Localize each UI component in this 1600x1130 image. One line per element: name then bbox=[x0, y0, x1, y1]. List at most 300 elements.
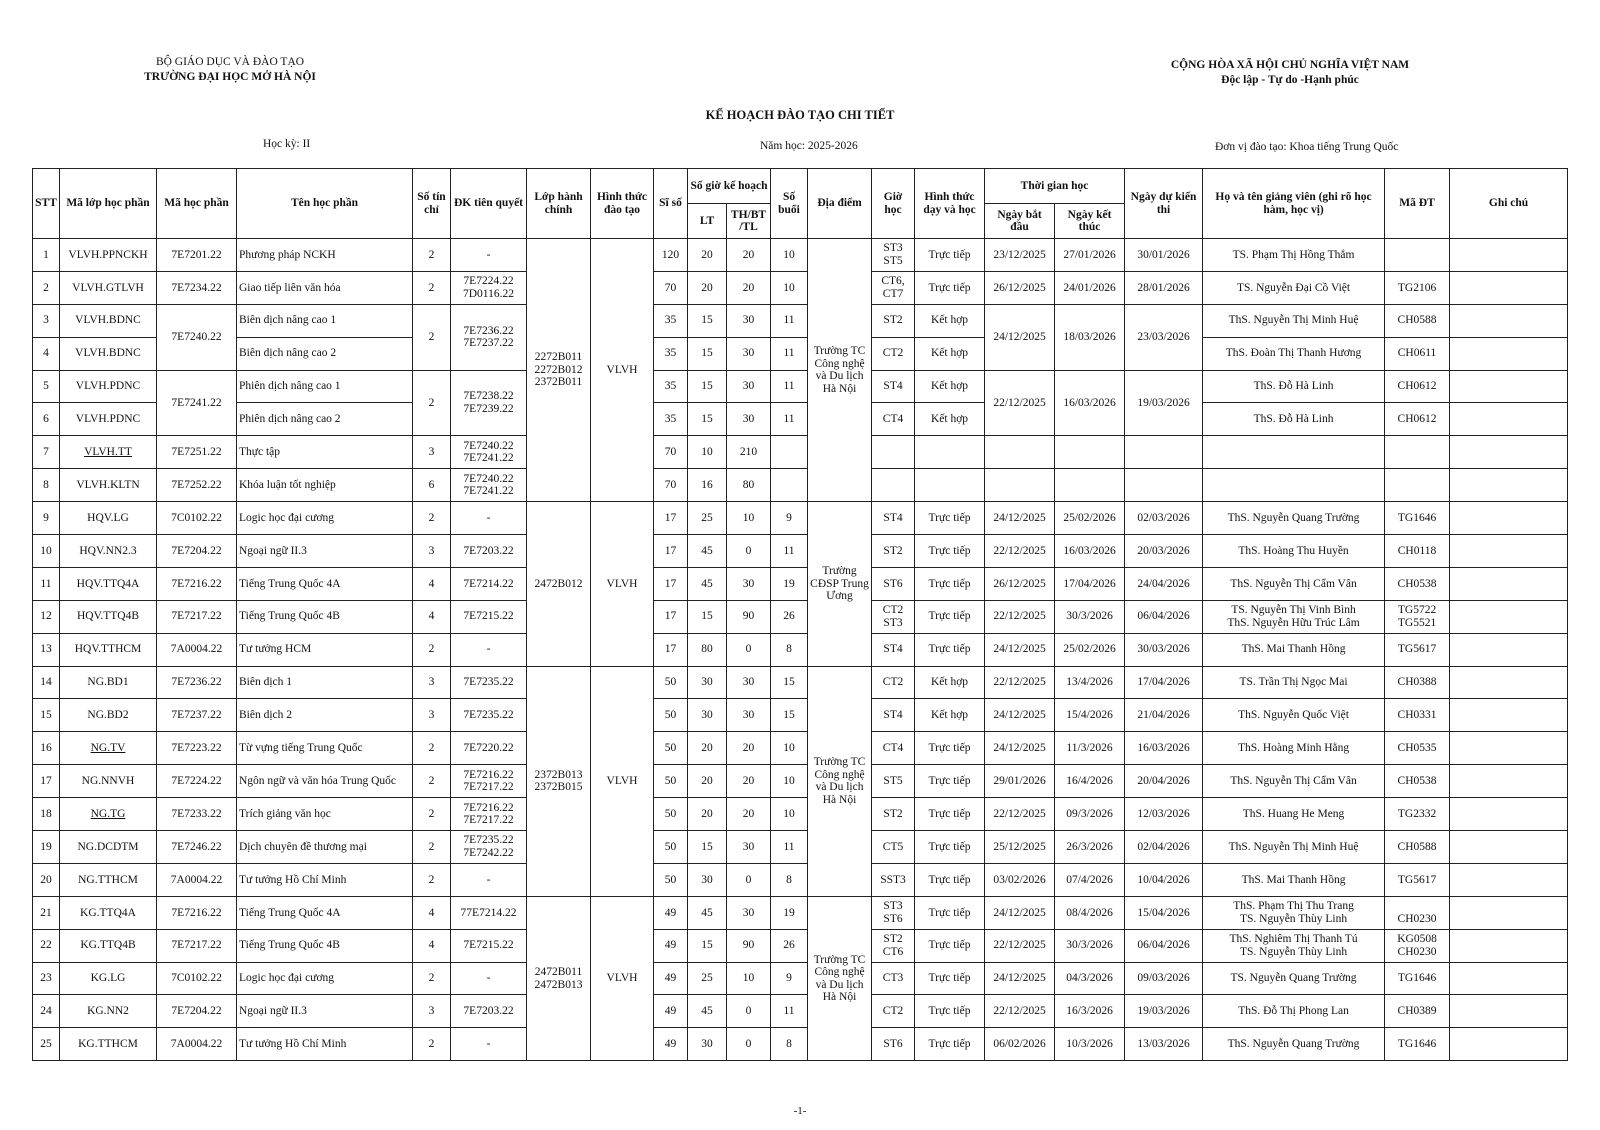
row-lt: 25 bbox=[688, 502, 727, 535]
col-course-code: Mã học phần bbox=[157, 169, 237, 239]
col-hours: Số giờ kế hoạch bbox=[688, 169, 771, 204]
row-exam bbox=[1125, 469, 1203, 502]
row-sessions: 10 bbox=[771, 271, 808, 304]
row-end: 09/3/2026 bbox=[1055, 798, 1125, 831]
row-teach-mode: Trực tiếp bbox=[915, 995, 985, 1028]
table-row bbox=[33, 798, 1568, 831]
row-course-name: Dịch chuyên đề thương mại bbox=[237, 831, 413, 864]
row-lt: 45 bbox=[688, 896, 727, 929]
group-location: Trường TC Công nghệ và Du lịch Hà Nội bbox=[808, 896, 872, 1060]
row-start: 22/12/2025 bbox=[985, 370, 1055, 436]
row-size: 50 bbox=[654, 798, 688, 831]
table-row bbox=[33, 666, 1568, 699]
national-header bbox=[1130, 58, 1450, 88]
row-credits: 3 bbox=[413, 666, 451, 699]
row-lecturer-code: TG5617 bbox=[1385, 863, 1450, 896]
row-lt: 25 bbox=[688, 962, 727, 995]
row-credits: 6 bbox=[413, 469, 451, 502]
col-lecturer: Họ và tên giảng viên (ghi rõ học hàm, học vị) bbox=[1203, 169, 1385, 239]
row-thbt: 10 bbox=[727, 962, 771, 995]
row-size: 35 bbox=[654, 337, 688, 370]
table-row bbox=[33, 732, 1568, 765]
row-period: CT4 bbox=[872, 403, 915, 436]
row-course-code: 7A0004.22 bbox=[157, 633, 237, 666]
row-lt: 15 bbox=[688, 403, 727, 436]
row-teach-mode: Trực tiếp bbox=[915, 567, 985, 600]
row-course-code: 7E7204.22 bbox=[157, 535, 237, 568]
row-class-code: VLVH.KLTN bbox=[60, 469, 157, 502]
row-period: CT5 bbox=[872, 831, 915, 864]
table-row bbox=[33, 1028, 1568, 1061]
row-stt: 13 bbox=[33, 633, 60, 666]
row-sessions: 19 bbox=[771, 896, 808, 929]
row-start: 06/02/2026 bbox=[985, 1028, 1055, 1061]
row-credits: 4 bbox=[413, 896, 451, 929]
row-stt: 23 bbox=[33, 962, 60, 995]
row-class-code: HQV.TTHCM bbox=[60, 633, 157, 666]
col-admin-class: Lớp hành chính bbox=[527, 169, 591, 239]
row-exam: 06/04/2026 bbox=[1125, 929, 1203, 962]
row-lecturer: ThS. Nguyễn Thị Cẩm Vân bbox=[1203, 567, 1385, 600]
row-start: 29/01/2026 bbox=[985, 765, 1055, 798]
row-exam: 20/03/2026 bbox=[1125, 535, 1203, 568]
row-end: 30/3/2026 bbox=[1055, 600, 1125, 633]
row-course-code: 7E7233.22 bbox=[157, 798, 237, 831]
row-note bbox=[1450, 337, 1568, 370]
row-course-code: 7A0004.22 bbox=[157, 863, 237, 896]
row-course-name: Trích giảng văn học bbox=[237, 798, 413, 831]
row-teach-mode: Kết hợp bbox=[915, 699, 985, 732]
row-lt: 20 bbox=[688, 239, 727, 272]
row-sessions: 26 bbox=[771, 600, 808, 633]
row-stt: 3 bbox=[33, 304, 60, 337]
row-note bbox=[1450, 666, 1568, 699]
row-lt: 45 bbox=[688, 535, 727, 568]
row-lecturer: ThS. Nguyễn Thị Minh Huệ bbox=[1203, 831, 1385, 864]
row-thbt: 30 bbox=[727, 567, 771, 600]
row-exam: 30/03/2026 bbox=[1125, 633, 1203, 666]
row-note bbox=[1450, 469, 1568, 502]
row-note bbox=[1450, 535, 1568, 568]
row-note bbox=[1450, 304, 1568, 337]
row-sessions: 26 bbox=[771, 929, 808, 962]
col-start: Ngày bắt đầu bbox=[985, 204, 1055, 239]
row-note bbox=[1450, 600, 1568, 633]
row-period: CT2 bbox=[872, 337, 915, 370]
table-row bbox=[33, 929, 1568, 962]
row-exam: 20/04/2026 bbox=[1125, 765, 1203, 798]
group-location: Trường CĐSP Trung Ương bbox=[808, 502, 872, 666]
row-size: 50 bbox=[654, 732, 688, 765]
row-course-name: Biên dịch 2 bbox=[237, 699, 413, 732]
group-admin-class: 2372B013 2372B015 bbox=[527, 666, 591, 896]
row-size: 35 bbox=[654, 370, 688, 403]
document-title: KẾ HOẠCH ĐÀO TẠO CHI TIẾT bbox=[705, 108, 895, 122]
row-stt: 25 bbox=[33, 1028, 60, 1061]
row-teach-mode: Kết hợp bbox=[915, 304, 985, 337]
row-lecturer-code: TG5617 bbox=[1385, 633, 1450, 666]
row-lecturer: TS. Nguyễn Quang Trường bbox=[1203, 962, 1385, 995]
row-size: 120 bbox=[654, 239, 688, 272]
row-lecturer-code: CH0535 bbox=[1385, 732, 1450, 765]
row-note bbox=[1450, 436, 1568, 469]
row-stt: 16 bbox=[33, 732, 60, 765]
row-lt: 20 bbox=[688, 732, 727, 765]
row-note bbox=[1450, 962, 1568, 995]
row-thbt: 20 bbox=[727, 732, 771, 765]
row-course-name: Phiên dịch nâng cao 2 bbox=[237, 403, 413, 436]
row-prereq: 7E7240.22 7E7241.22 bbox=[451, 436, 527, 469]
row-course-name: Biên dịch nâng cao 1 bbox=[237, 304, 413, 337]
row-credits: 2 bbox=[413, 271, 451, 304]
row-credits: 2 bbox=[413, 370, 451, 436]
row-end bbox=[1055, 436, 1125, 469]
row-note bbox=[1450, 896, 1568, 929]
row-lecturer: ThS. Huang He Meng bbox=[1203, 798, 1385, 831]
row-teach-mode bbox=[915, 436, 985, 469]
row-credits: 2 bbox=[413, 304, 451, 370]
table-row bbox=[33, 337, 1568, 370]
row-class-code: VLVH.BDNC bbox=[60, 337, 157, 370]
row-thbt: 30 bbox=[727, 304, 771, 337]
col-mode: Hình thức đào tạo bbox=[591, 169, 654, 239]
row-lecturer bbox=[1203, 436, 1385, 469]
row-lt: 30 bbox=[688, 666, 727, 699]
row-lt: 15 bbox=[688, 337, 727, 370]
row-lecturer: ThS. Hoàng Minh Hằng bbox=[1203, 732, 1385, 765]
row-lecturer-code: CH0331 bbox=[1385, 699, 1450, 732]
row-stt: 22 bbox=[33, 929, 60, 962]
col-note: Ghi chú bbox=[1450, 169, 1568, 239]
row-course-name: Biên dịch nâng cao 2 bbox=[237, 337, 413, 370]
row-class-code: HQV.TTQ4A bbox=[60, 567, 157, 600]
row-size: 49 bbox=[654, 929, 688, 962]
row-start: 25/12/2025 bbox=[985, 831, 1055, 864]
col-thbt: TH/BT /TL bbox=[727, 204, 771, 239]
row-teach-mode: Trực tiếp bbox=[915, 732, 985, 765]
row-sessions: 10 bbox=[771, 798, 808, 831]
row-prereq: 7E7214.22 bbox=[451, 567, 527, 600]
row-exam: 16/03/2026 bbox=[1125, 732, 1203, 765]
row-course-code: 7E7216.22 bbox=[157, 567, 237, 600]
row-period: CT4 bbox=[872, 732, 915, 765]
group-admin-class: 2472B011 2472B013 bbox=[527, 896, 591, 1060]
row-end: 16/03/2026 bbox=[1055, 535, 1125, 568]
row-class-code: VLVH.BDNC bbox=[60, 304, 157, 337]
row-thbt: 30 bbox=[727, 337, 771, 370]
col-sessions: Số buổi bbox=[771, 169, 808, 239]
row-sessions: 10 bbox=[771, 239, 808, 272]
row-lecturer: TS. Phạm Thị Hồng Thắm bbox=[1203, 239, 1385, 272]
country-name: CỘNG HÒA XÃ HỘI CHỦ NGHĨA VIỆT NAM bbox=[1170, 59, 1410, 71]
row-thbt: 90 bbox=[727, 600, 771, 633]
row-prereq: - bbox=[451, 863, 527, 896]
row-start: 24/12/2025 bbox=[985, 633, 1055, 666]
row-course-name: Tư tưởng HCM bbox=[237, 633, 413, 666]
row-thbt: 0 bbox=[727, 633, 771, 666]
row-course-name: Thực tập bbox=[237, 436, 413, 469]
row-stt: 4 bbox=[33, 337, 60, 370]
row-start: 24/12/2025 bbox=[985, 732, 1055, 765]
row-sessions: 11 bbox=[771, 831, 808, 864]
row-prereq: - bbox=[451, 502, 527, 535]
row-class-code: VLVH.TT bbox=[60, 436, 157, 469]
row-class-code: VLVH.PDNC bbox=[60, 403, 157, 436]
row-class-code: NG.TTHCM bbox=[60, 863, 157, 896]
row-course-name: Phiên dịch nâng cao 1 bbox=[237, 370, 413, 403]
row-start: 22/12/2025 bbox=[985, 535, 1055, 568]
row-course-code: 7E7234.22 bbox=[157, 271, 237, 304]
table-row bbox=[33, 896, 1568, 929]
row-exam: 23/03/2026 bbox=[1125, 304, 1203, 370]
row-prereq: 7E7240.22 7E7241.22 bbox=[451, 469, 527, 502]
col-size: Sĩ số bbox=[654, 169, 688, 239]
row-period: CT2 ST3 bbox=[872, 600, 915, 633]
row-lecturer-code: TG1646 bbox=[1385, 1028, 1450, 1061]
row-credits: 2 bbox=[413, 765, 451, 798]
row-lt: 20 bbox=[688, 765, 727, 798]
row-thbt: 30 bbox=[727, 831, 771, 864]
row-lecturer-code: CH0389 bbox=[1385, 995, 1450, 1028]
row-class-code: VLVH.PPNCKH bbox=[60, 239, 157, 272]
row-thbt: 30 bbox=[727, 896, 771, 929]
row-size: 70 bbox=[654, 271, 688, 304]
row-sessions: 15 bbox=[771, 699, 808, 732]
row-end: 11/3/2026 bbox=[1055, 732, 1125, 765]
row-sessions: 11 bbox=[771, 403, 808, 436]
row-size: 17 bbox=[654, 633, 688, 666]
row-size: 35 bbox=[654, 403, 688, 436]
university-name: TRƯỜNG ĐẠI HỌC MỞ HÀ NỘI bbox=[144, 71, 316, 83]
table-row bbox=[33, 304, 1568, 337]
row-start: 22/12/2025 bbox=[985, 666, 1055, 699]
row-period bbox=[872, 469, 915, 502]
row-note bbox=[1450, 798, 1568, 831]
row-sessions: 9 bbox=[771, 962, 808, 995]
row-lt: 80 bbox=[688, 633, 727, 666]
row-sessions: 8 bbox=[771, 633, 808, 666]
row-credits: 4 bbox=[413, 600, 451, 633]
row-thbt: 20 bbox=[727, 239, 771, 272]
row-end: 24/01/2026 bbox=[1055, 271, 1125, 304]
row-end: 13/4/2026 bbox=[1055, 666, 1125, 699]
col-end: Ngày kết thúc bbox=[1055, 204, 1125, 239]
row-teach-mode: Trực tiếp bbox=[915, 600, 985, 633]
row-note bbox=[1450, 995, 1568, 1028]
row-course-code: 7C0102.22 bbox=[157, 502, 237, 535]
row-period: ST6 bbox=[872, 567, 915, 600]
row-prereq: - bbox=[451, 239, 527, 272]
row-thbt: 0 bbox=[727, 1028, 771, 1061]
row-class-code: KG.LG bbox=[60, 962, 157, 995]
row-size: 50 bbox=[654, 666, 688, 699]
row-stt: 10 bbox=[33, 535, 60, 568]
row-credits: 2 bbox=[413, 239, 451, 272]
row-size: 50 bbox=[654, 699, 688, 732]
row-period: ST4 bbox=[872, 633, 915, 666]
row-class-code: HQV.NN2.3 bbox=[60, 535, 157, 568]
row-course-name: Phương pháp NCKH bbox=[237, 239, 413, 272]
row-lecturer-code bbox=[1385, 469, 1450, 502]
row-lecturer-code: CH0611 bbox=[1385, 337, 1450, 370]
row-lecturer-code: TG1646 bbox=[1385, 962, 1450, 995]
row-thbt: 20 bbox=[727, 798, 771, 831]
row-period: ST4 bbox=[872, 370, 915, 403]
row-course-name: Ngôn ngữ và văn hóa Trung Quốc bbox=[237, 765, 413, 798]
row-class-code: VLVH.GTLVH bbox=[60, 271, 157, 304]
row-note bbox=[1450, 831, 1568, 864]
row-sessions: 19 bbox=[771, 567, 808, 600]
row-period: ST2 bbox=[872, 535, 915, 568]
table-row bbox=[33, 995, 1568, 1028]
table-row bbox=[33, 239, 1568, 272]
row-end: 18/03/2026 bbox=[1055, 304, 1125, 370]
row-period bbox=[872, 436, 915, 469]
table-row bbox=[33, 469, 1568, 502]
row-lecturer: ThS. Nguyễn Quang Trường bbox=[1203, 1028, 1385, 1061]
col-prereq: ĐK tiên quyết bbox=[451, 169, 527, 239]
row-stt: 12 bbox=[33, 600, 60, 633]
row-class-code: NG.DCDTM bbox=[60, 831, 157, 864]
row-exam: 17/04/2026 bbox=[1125, 666, 1203, 699]
row-exam: 30/01/2026 bbox=[1125, 239, 1203, 272]
row-note bbox=[1450, 370, 1568, 403]
row-thbt: 90 bbox=[727, 929, 771, 962]
row-lecturer-code: CH0538 bbox=[1385, 765, 1450, 798]
row-exam: 09/03/2026 bbox=[1125, 962, 1203, 995]
row-note bbox=[1450, 567, 1568, 600]
row-course-code: 7E7216.22 bbox=[157, 896, 237, 929]
row-course-code: 7E7204.22 bbox=[157, 995, 237, 1028]
row-lt: 15 bbox=[688, 929, 727, 962]
row-course-name: Ngoại ngữ II.3 bbox=[237, 535, 413, 568]
row-lecturer-code bbox=[1385, 239, 1450, 272]
row-end: 25/02/2026 bbox=[1055, 633, 1125, 666]
row-credits: 2 bbox=[413, 732, 451, 765]
row-thbt: 30 bbox=[727, 666, 771, 699]
row-teach-mode: Trực tiếp bbox=[915, 239, 985, 272]
row-prereq: 7E7235.22 7E7242.22 bbox=[451, 831, 527, 864]
row-credits: 4 bbox=[413, 929, 451, 962]
col-period: Giờ học bbox=[872, 169, 915, 239]
row-size: 17 bbox=[654, 600, 688, 633]
row-period: CT2 bbox=[872, 995, 915, 1028]
row-teach-mode: Trực tiếp bbox=[915, 502, 985, 535]
row-lecturer-code: TG2106 bbox=[1385, 271, 1450, 304]
row-lecturer-code: CH0388 bbox=[1385, 666, 1450, 699]
row-thbt: 30 bbox=[727, 370, 771, 403]
row-size: 49 bbox=[654, 995, 688, 1028]
row-lecturer-code: TG1646 bbox=[1385, 502, 1450, 535]
row-lt: 30 bbox=[688, 863, 727, 896]
row-period: CT3 bbox=[872, 962, 915, 995]
row-lt: 15 bbox=[688, 831, 727, 864]
row-class-code: NG.BD2 bbox=[60, 699, 157, 732]
table-row bbox=[33, 567, 1568, 600]
row-end: 27/01/2026 bbox=[1055, 239, 1125, 272]
row-start: 22/12/2025 bbox=[985, 798, 1055, 831]
row-exam: 19/03/2026 bbox=[1125, 995, 1203, 1028]
row-size: 50 bbox=[654, 831, 688, 864]
group-training-mode: VLVH bbox=[591, 502, 654, 666]
row-course-name: Biên dịch 1 bbox=[237, 666, 413, 699]
row-end: 30/3/2026 bbox=[1055, 929, 1125, 962]
row-teach-mode: Trực tiếp bbox=[915, 765, 985, 798]
row-prereq: 7E7216.22 7E7217.22 bbox=[451, 765, 527, 798]
row-thbt: 0 bbox=[727, 995, 771, 1028]
row-exam: 21/04/2026 bbox=[1125, 699, 1203, 732]
row-credits: 2 bbox=[413, 831, 451, 864]
row-credits: 3 bbox=[413, 995, 451, 1028]
row-sessions bbox=[771, 436, 808, 469]
row-start: 26/12/2025 bbox=[985, 271, 1055, 304]
row-course-code: 7E7217.22 bbox=[157, 929, 237, 962]
row-end: 16/3/2026 bbox=[1055, 995, 1125, 1028]
row-exam: 02/03/2026 bbox=[1125, 502, 1203, 535]
table-row bbox=[33, 502, 1568, 535]
row-stt: 11 bbox=[33, 567, 60, 600]
row-class-code: NG.TG bbox=[60, 798, 157, 831]
row-class-code: NG.BD1 bbox=[60, 666, 157, 699]
row-teach-mode: Trực tiếp bbox=[915, 1028, 985, 1061]
row-teach-mode: Kết hợp bbox=[915, 403, 985, 436]
row-stt: 14 bbox=[33, 666, 60, 699]
page-number: -1- bbox=[793, 1105, 807, 1117]
row-prereq: 7E7215.22 bbox=[451, 929, 527, 962]
academic-year: Năm học: 2025-2026 bbox=[760, 140, 858, 152]
row-exam: 19/03/2026 bbox=[1125, 370, 1203, 436]
row-lecturer-code: KG0508 CH0230 bbox=[1385, 929, 1450, 962]
row-end: 16/03/2026 bbox=[1055, 370, 1125, 436]
row-credits: 2 bbox=[413, 863, 451, 896]
row-period: ST2 CT6 bbox=[872, 929, 915, 962]
row-course-code: 7E7236.22 bbox=[157, 666, 237, 699]
row-course-name: Logic học đại cương bbox=[237, 502, 413, 535]
row-size: 50 bbox=[654, 863, 688, 896]
row-stt: 1 bbox=[33, 239, 60, 272]
row-end: 16/4/2026 bbox=[1055, 765, 1125, 798]
row-teach-mode: Trực tiếp bbox=[915, 863, 985, 896]
col-exam: Ngày dự kiến thi bbox=[1125, 169, 1203, 239]
motto: Độc lập - Tự do -Hạnh phúc bbox=[1221, 74, 1359, 86]
row-thbt: 20 bbox=[727, 765, 771, 798]
row-thbt: 0 bbox=[727, 863, 771, 896]
row-stt: 5 bbox=[33, 370, 60, 403]
row-course-code: 7E7251.22 bbox=[157, 436, 237, 469]
row-lecturer-code: CH0588 bbox=[1385, 831, 1450, 864]
row-note bbox=[1450, 699, 1568, 732]
row-note bbox=[1450, 929, 1568, 962]
row-course-code: 7E7240.22 bbox=[157, 304, 237, 370]
row-course-code: 7E7217.22 bbox=[157, 600, 237, 633]
row-stt: 19 bbox=[33, 831, 60, 864]
table-row bbox=[33, 633, 1568, 666]
row-start: 24/12/2025 bbox=[985, 896, 1055, 929]
row-stt: 2 bbox=[33, 271, 60, 304]
col-teach-mode: Hình thức dạy và học bbox=[915, 169, 985, 239]
row-lecturer-code: CH0588 bbox=[1385, 304, 1450, 337]
row-lt: 45 bbox=[688, 567, 727, 600]
row-course-name: Logic học đại cương bbox=[237, 962, 413, 995]
col-stt: STT bbox=[33, 169, 60, 239]
row-start: 24/12/2025 bbox=[985, 699, 1055, 732]
row-lecturer: TS. Nguyễn Đại Cồ Việt bbox=[1203, 271, 1385, 304]
table-row bbox=[33, 271, 1568, 304]
row-exam: 13/03/2026 bbox=[1125, 1028, 1203, 1061]
row-thbt: 30 bbox=[727, 699, 771, 732]
row-lecturer: ThS. Đỗ Hà Linh bbox=[1203, 370, 1385, 403]
row-stt: 24 bbox=[33, 995, 60, 1028]
